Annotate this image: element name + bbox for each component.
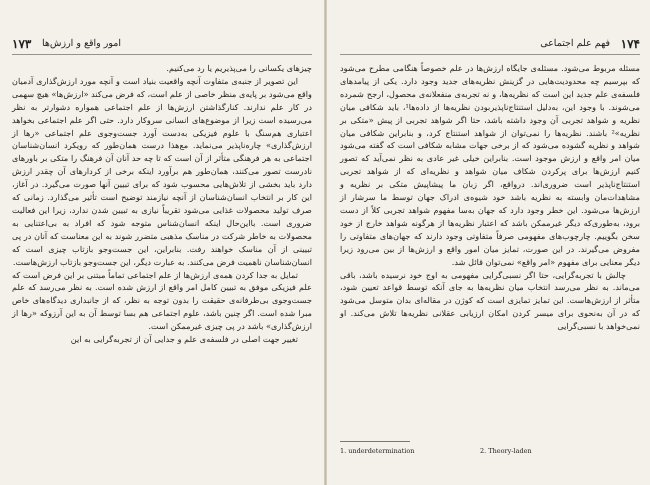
paragraph: تغییر جهت اصلی در فلسفه‌ی علم و جدایی آن از تجربه‌گرایی به این — [70, 334, 298, 345]
footnote-rule — [340, 441, 410, 442]
footnote-2: 2. Theory-laden — [480, 447, 532, 455]
left-page-body — [12, 62, 312, 346]
right-page-body — [340, 62, 640, 333]
left-running-title: امور واقع و ارزش‌ها — [42, 38, 122, 49]
paragraph: تمایل به جدا کردن همه‌ی ارزش‌ها از علم اجتماعی تماماً مبتنی بر این فرض است که علم فیزیکی موفق به تبیین کامل امر واقع از ارزش شده است. به نظر می‌رسد که علم جست‌وجوی بی‌طرفانه‌ی حقیقت را بدون توجه به نظر، که از جانبداری دیدگاه‌های خاص مبرا شده است. اگر چنین باشد، علوم اجتماعی هم بسا توسط آن به این آرزوکه «رها از ارزش‌گذاری» باشد در پی چیزی غیرممکن است. — [12, 269, 312, 332]
paragraph: چیزهای یکسانی را می‌پذیریم یا رد می‌کنیم. — [166, 63, 312, 73]
paragraph: این تصویر از جنبه‌ی متفاوت آنچه واقعیت بنیاد است و آنچه مورد ارزش‌گذاری آدمیان واقع می‌شود بر پایه‌ی منظر خاصی از علم است، که فرض می‌کند «ارزش‌ها» هیچ سهمی در کار علم ندارند. کنارگذاشتن ارزش‌ها از علم اجتماعی همواره دشوارتر به نظر می‌رسیده است زیرا از موضوع‌های انسانی سروکار دارد. حتی اگر علم اجتماعی بخواهد اعتباری هم‌سنگ با علوم فیزیکی به‌دست آورد جست‌وجوی علم اجتماعی «رها از ارزش‌گذاری» چاره‌ناپذیر می‌نماید. مع‌هذا درست همان‌طور که رویکرد انسان‌شناسان اجتماعی به هر فرهنگی متأثر از آن است که تا چه حد آنان آن فرهنگ را متکی بر باورهای نادرست تصور می‌کنند، همان‌طور هم برآورد اینکه برخی از کردارهای آن چقدر ارزش دارد باید بخشی از تلاش‌هایی محسوب شود که برای تبیین آنها صورت می‌گیرد. در آغاز، این کار بر انتخاب انسان‌شناسان از آنچه نیازمند توضیح است تأثیر می‌گذارد. زمانی که صرف تولید محصولات غذایی می‌شود تقریباً نیازی به تبیین شدن ندارد، زیرا این فعالیت ضروری است. بااین‌حال اینکه انسان‌شناس متوجه شود که افراد به بی‌اعتنایی به محصولات به خاطر شرکت در مناسک مذهبی متضرر شوند به این معناست که آنان در پی تبیینی از آن مناسک خواهند رفت. بنابراین، این جست‌وجو بازتاب چیزی است که انسان‌شناسان ناهمیت فرض می‌کنند. به عبارت دیگر، این جست‌وجو بازتاب ارزش‌هاست. — [12, 75, 312, 267]
right-running-title: فهم علم اجتماعی — [540, 38, 610, 49]
footnotes — [340, 441, 640, 456]
right-page — [340, 0, 640, 485]
book-gutter — [324, 0, 327, 485]
left-page-number: ۱۷۳ — [12, 37, 32, 51]
left-page-header — [12, 34, 312, 55]
footnote-1: 1. underdetermination — [340, 447, 415, 455]
right-page-header — [340, 34, 640, 55]
paragraph: مسئله مربوط می‌شود. مسئله‌ی جایگاه ارزش‌ها در علم خصوصاً هنگامی مطرح می‌شود که بپرسیم چه محدودیت‌هایی در گزینش نظریه‌های جدید وجود دارد. یکی از پیامدهای فلسفه‌ی علم جدید این است که نظریه‌ها، و نه تجربه‌ی منفعلانه‌ی محصول، ارجح شمرده می‌شوند. با وجود این، به‌دلیل استنتاج‌ناپذیربودن نظریه‌ها از داده‌ها¹، باید شکافی میان نظریه و شواهد تجربی آن وجود داشته باشد، حتا اگر شواهد تجربی از پیش «متکی بر نظریه»² باشند. نظریه‌ها را نمی‌توان از شواهد استنتاج کرد، و بنابراین شکافی میان شواهد و نظریه گشوده می‌شود که از برخی جهات مشابه شکافی است که گفته می‌شود میان امر واقع و ارزش موجود است. بنابراین خیلی غیر عادی به نظر نمی‌آید که تصور کنیم ارزش‌ها برای پرکردن شکاف میان شواهد و نظریه‌ای که از شواهد تجربی استنتاج‌ناپذیر است ضروری‌اند. درواقع، اگر زبان ما پیشاپیش متکی بر نظریه و مشاهدات‌مان وابسته به نظریه باشد خود شیوه‌ی ادراک جهان توسط ما سرشار از ارزش‌ها می‌شود. این خطر وجود دارد که جهان به‌سا مفهوم شواهد تجربی کلاً از دست برود، به‌طوری‌که دیگر غیرممکن باشد که اعتبار نظریه‌ها از هرگونه شواهد خارج از خود سخن بگوییم. چارچوب‌های مفهومی صرفاً متفاوتی وجود دارند که جهان‌های متفاوتی را مفروض می‌گیرند. در این صورت، تمایز میان امور واقع و ارزش‌ها از بین می‌رود زیرا دیگر معنایی برای مفهوم «امر واقع» نمی‌توان قائل شد. — [340, 63, 640, 267]
left-page — [12, 0, 312, 485]
right-page-number: ۱۷۴ — [620, 37, 640, 51]
paragraph: چالش با تجربه‌گرایی، حتا اگر نسبی‌گرایی مفهومی به اوج خود نرسیده باشد، باقی می‌ماند. به نظر می‌رسد انتخاب میان نظریه‌ها به جای آنکه توسط قواعد تعیین شود، متأثر از ارزش‌هاست. این تمایز تمایزی است که کوژن در مقاله‌ای بدان متوسل می‌شود که در آن به‌نحوی برای میسر کردن امکان ارزیابی عقلانی نظریه‌ها تلاش می‌کند. او نمی‌خواهد با نسبی‌گرایی — [340, 269, 640, 332]
